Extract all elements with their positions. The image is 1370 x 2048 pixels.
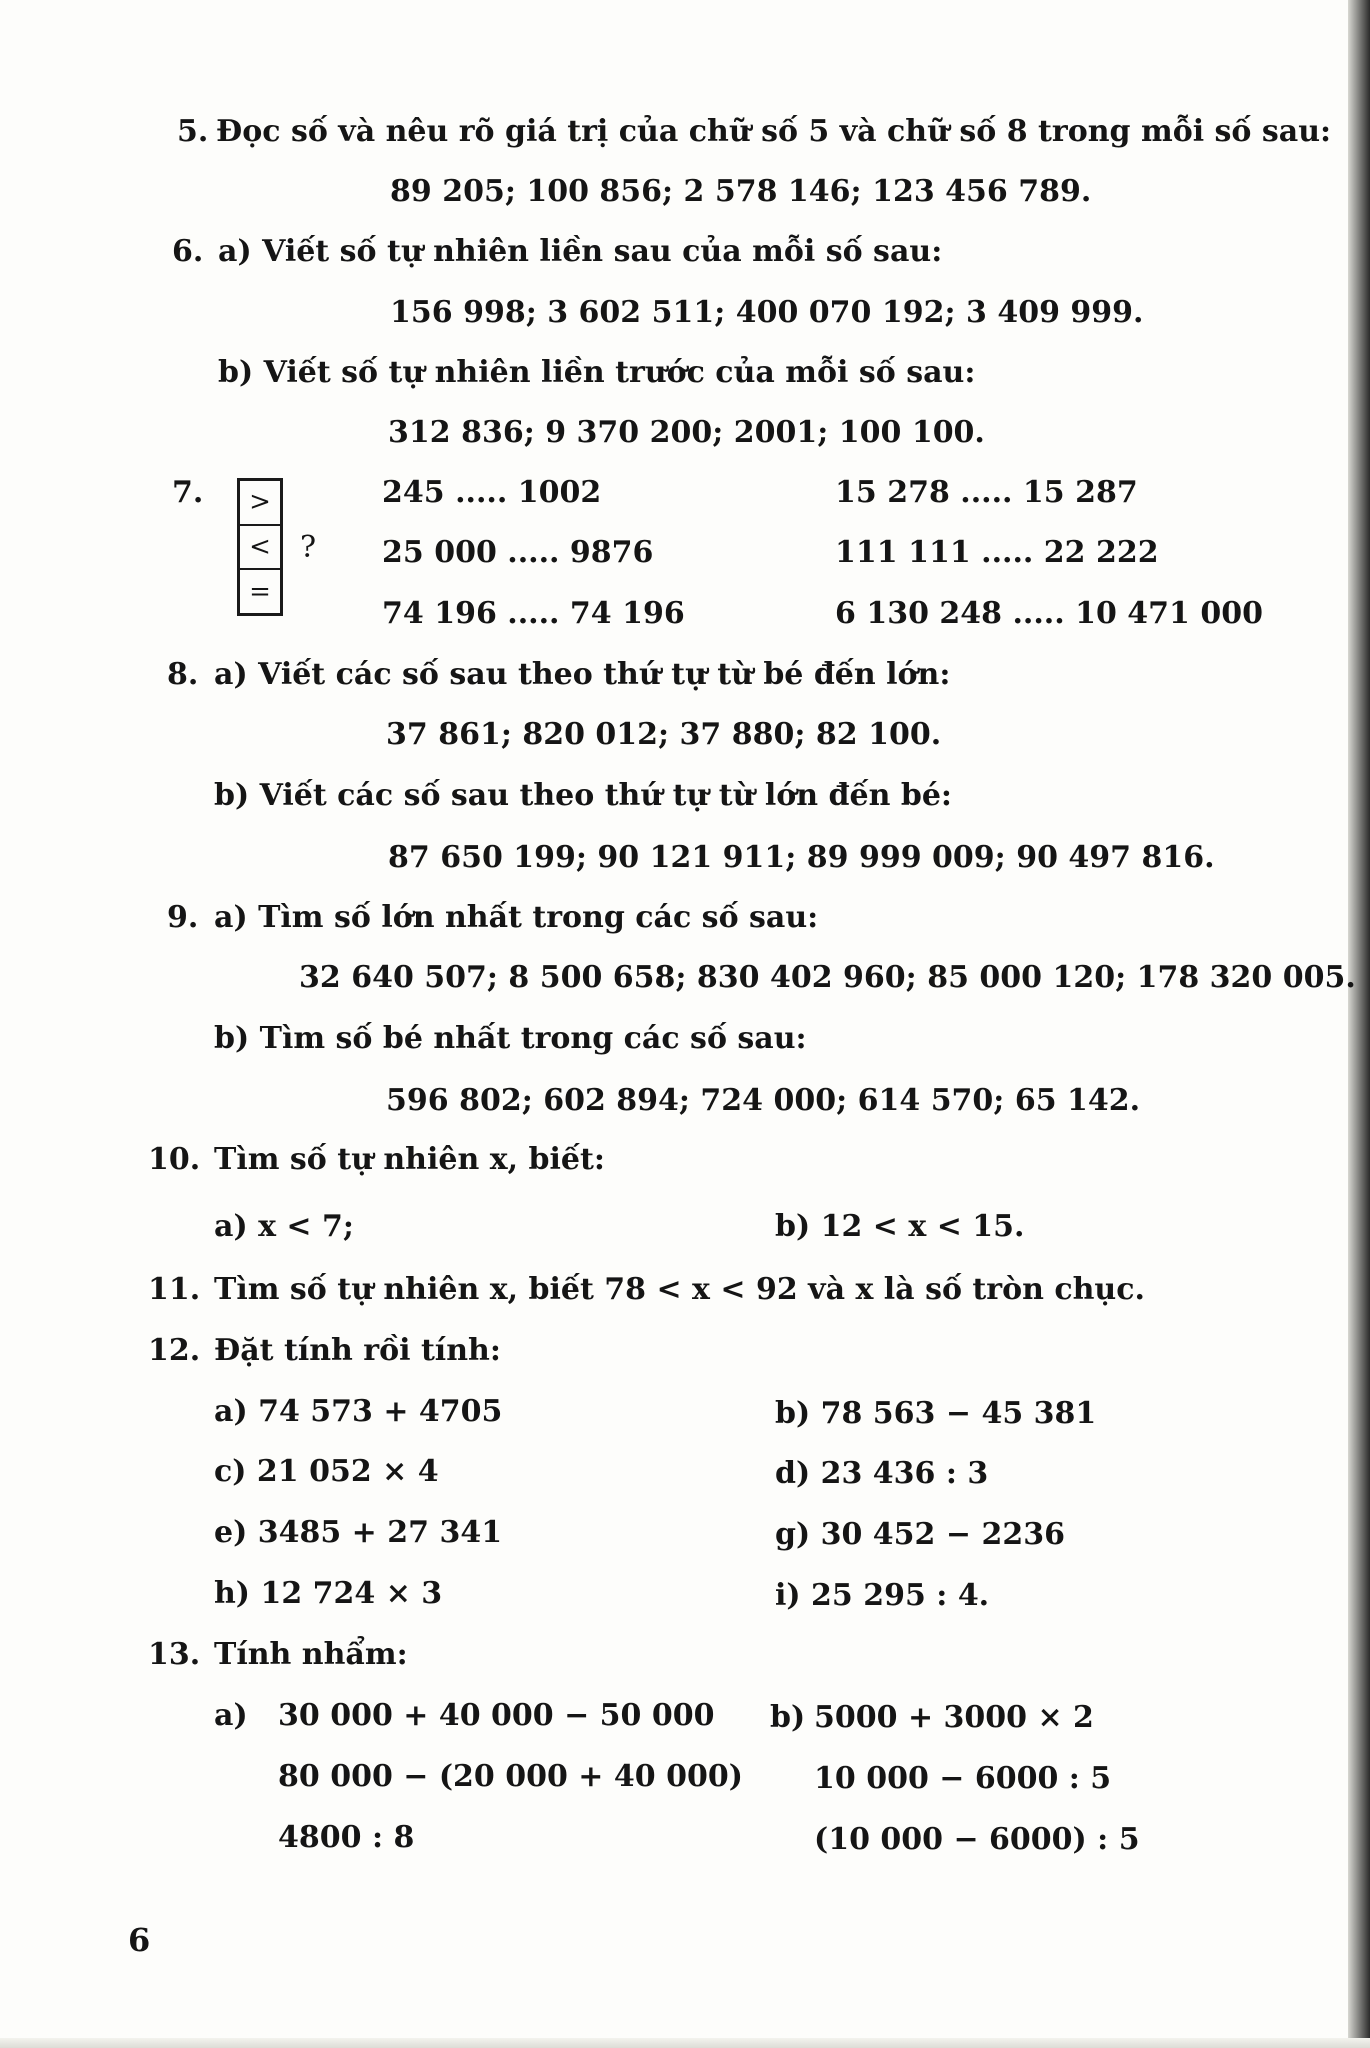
exercise-7-left-row-2: 25 000 ..... 9876: [382, 535, 654, 570]
exercise-6a-prompt: a) Viết số tự nhiên liền sau của mỗi số sau:: [218, 234, 943, 269]
exercise-8a-prompt: a) Viết các số sau theo thứ tự từ bé đến lớn:: [214, 657, 951, 692]
page-number: 6: [128, 1921, 151, 1959]
exercise-9a-numbers: 32 640 507; 8 500 658; 830 402 960; 85 000 120; 178 320 005.: [299, 960, 1356, 995]
exercise-12-item-e: e) 3485 + 27 341: [214, 1515, 503, 1550]
exercise-8b-prompt: b) Viết các số sau theo thứ tự từ lớn đến bé:: [214, 778, 952, 813]
exercise-7-number: 7.: [172, 475, 204, 510]
exercise-6a-numbers: 156 998; 3 602 511; 400 070 192; 3 409 999.: [390, 295, 1144, 330]
exercise-6b-prompt: b) Viết số tự nhiên liền trước của mỗi số sau:: [218, 355, 976, 390]
exercise-13a-label: a): [214, 1698, 248, 1733]
exercise-12-item-h: h) 12 724 × 3: [214, 1576, 443, 1611]
exercise-10a: a) x < 7;: [214, 1209, 354, 1244]
exercise-13b-label: b): [770, 1700, 806, 1735]
exercise-7-right-row-1: 15 278 ..... 15 287: [835, 475, 1138, 510]
exercise-13-prompt: Tính nhẩm:: [214, 1637, 408, 1672]
exercise-7-right-row-3: 6 130 248 ..... 10 471 000: [835, 596, 1263, 631]
exercise-6b-numbers: 312 836; 9 370 200; 2001; 100 100.: [388, 415, 985, 450]
exercise-13b-item-3: (10 000 − 6000) : 5: [814, 1822, 1140, 1857]
less-than-symbol: <: [240, 526, 280, 571]
exercise-5-prompt: Đọc số và nêu rõ giá trị của chữ số 5 và chữ số 8 trong mỗi số sau:: [216, 114, 1332, 149]
comparison-symbol-box: [237, 478, 283, 616]
exercise-11-number: 11.: [148, 1272, 201, 1307]
exercise-12-item-c: c) 21 052 × 4: [214, 1454, 439, 1489]
exercise-13b-item-1: 5000 + 3000 × 2: [814, 1700, 1094, 1735]
exercise-9a-prompt: a) Tìm số lớn nhất trong các số sau:: [214, 900, 819, 935]
exercise-5-number: 5.: [177, 114, 209, 149]
exercise-7-left-row-1: 245 ..... 1002: [382, 475, 602, 510]
exercise-7-left-row-3: 74 196 ..... 74 196: [382, 596, 685, 631]
exercise-10-prompt: Tìm số tự nhiên x, biết:: [214, 1142, 605, 1177]
exercise-9-number: 9.: [167, 900, 199, 935]
exercise-8a-numbers: 37 861; 820 012; 37 880; 82 100.: [386, 717, 942, 752]
exercise-9b-prompt: b) Tìm số bé nhất trong các số sau:: [214, 1021, 807, 1056]
exercise-12-item-i: i) 25 295 : 4.: [775, 1578, 990, 1613]
exercise-6-number: 6.: [172, 234, 204, 269]
exercise-5-numbers: 89 205; 100 856; 2 578 146; 123 456 789.: [390, 174, 1092, 209]
greater-than-symbol: >: [240, 481, 280, 526]
equals-symbol: =: [249, 576, 271, 607]
exercise-13a-item-3: 4800 : 8: [278, 1820, 415, 1855]
exercise-9b-numbers: 596 802; 602 894; 724 000; 614 570; 65 142.: [386, 1083, 1141, 1118]
exercise-10-number: 10.: [148, 1142, 201, 1177]
page-edge-shadow: [1348, 0, 1370, 2048]
exercise-10b: b) 12 < x < 15.: [775, 1209, 1025, 1244]
exercise-13-number: 13.: [148, 1637, 201, 1672]
exercise-13b-item-2: 10 000 − 6000 : 5: [814, 1761, 1112, 1796]
exercise-8-number: 8.: [167, 657, 199, 692]
page-bottom-shadow: [0, 2038, 1370, 2048]
exercise-12-item-d: d) 23 436 : 3: [775, 1456, 989, 1491]
exercise-13a-item-2: 80 000 − (20 000 + 40 000): [278, 1759, 743, 1794]
exercise-12-number: 12.: [148, 1333, 201, 1368]
exercise-8b-numbers: 87 650 199; 90 121 911; 89 999 009; 90 497 816.: [388, 840, 1215, 875]
exercise-12-item-b: b) 78 563 − 45 381: [775, 1396, 1097, 1431]
question-mark: ?: [300, 530, 317, 565]
exercise-11-prompt: Tìm số tự nhiên x, biết 78 < x < 92 và x là số tròn chục.: [214, 1272, 1145, 1307]
exercise-13a-item-1: 30 000 + 40 000 − 50 000: [278, 1698, 715, 1733]
exercise-12-item-g: g) 30 452 − 2236: [775, 1517, 1065, 1552]
exercise-12-prompt: Đặt tính rồi tính:: [214, 1333, 501, 1368]
exercise-12-item-a: a) 74 573 + 4705: [214, 1394, 503, 1429]
exercise-7-right-row-2: 111 111 ..... 22 222: [835, 535, 1159, 570]
